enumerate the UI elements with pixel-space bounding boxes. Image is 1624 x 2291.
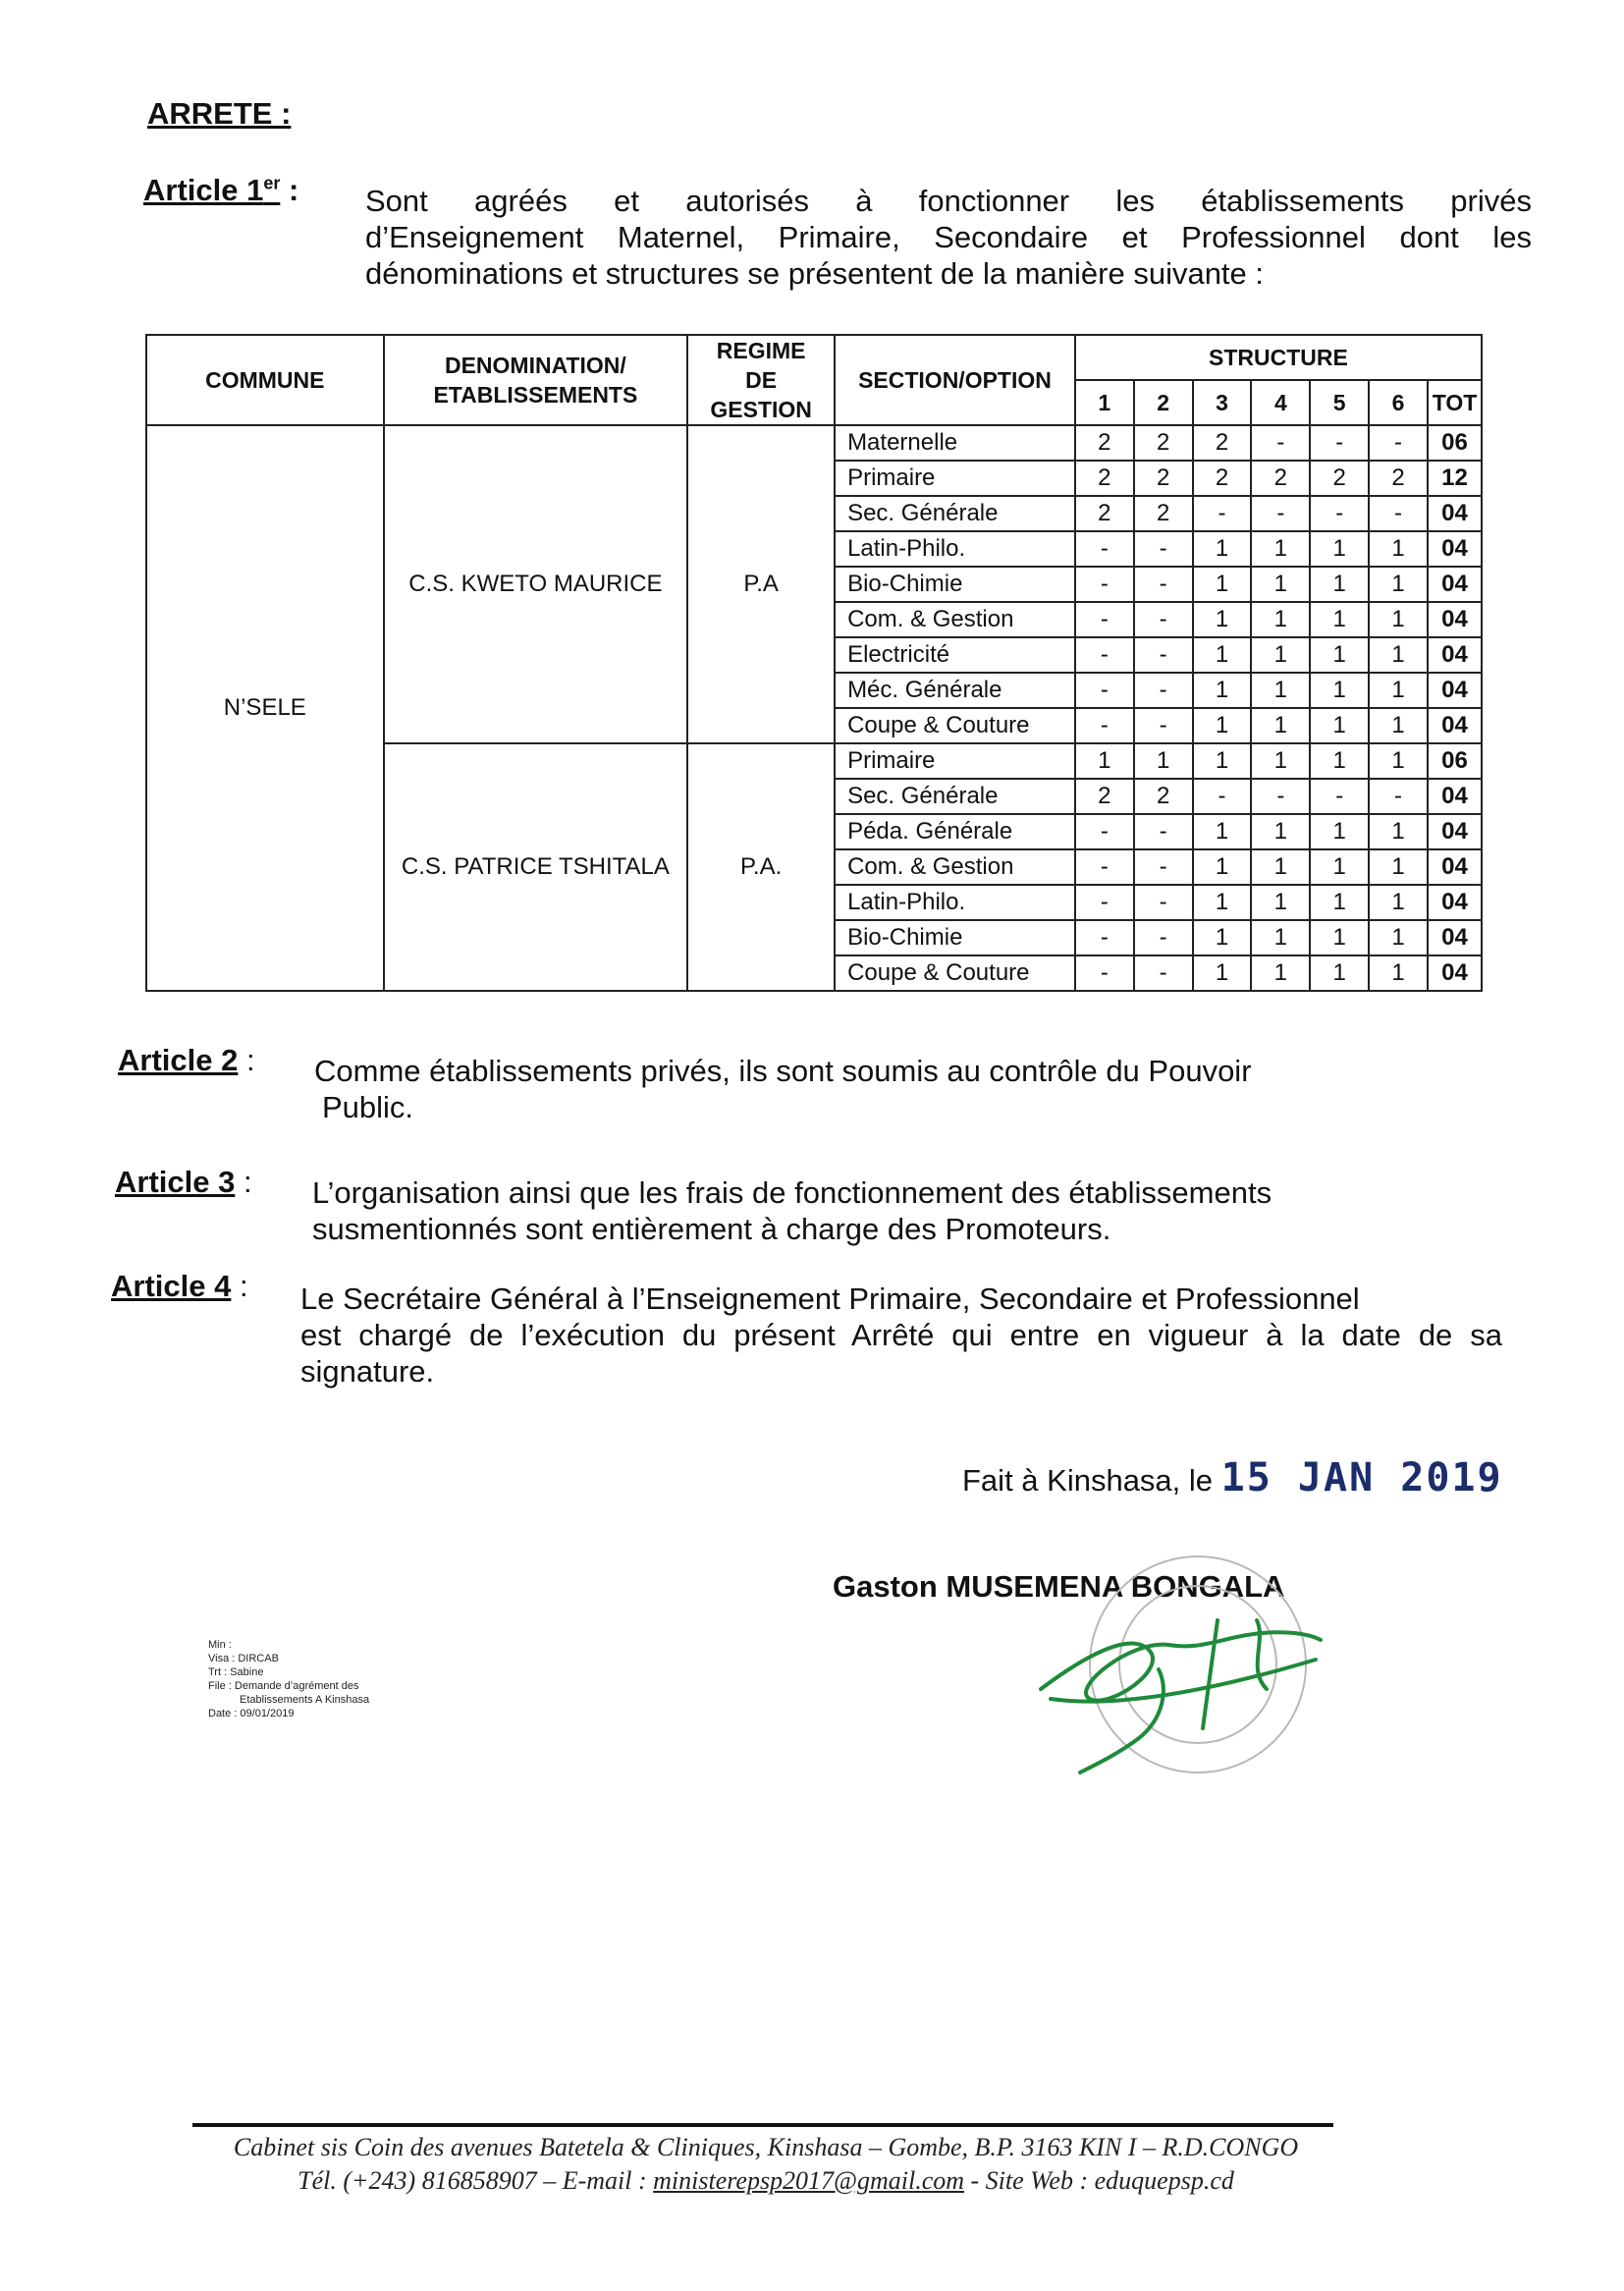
structure-cell: 1: [1193, 673, 1252, 708]
structure-cell: 1: [1193, 567, 1252, 602]
meta-block: [208, 1638, 369, 1720]
structure-cell: 1: [1369, 602, 1428, 637]
signatory-name: Gaston MUSEMENA BONGALA: [833, 1569, 1285, 1604]
structure-cell: 1: [1193, 743, 1252, 779]
structure-cell: 2: [1134, 425, 1193, 461]
article-2-text: [314, 1053, 1335, 1125]
school-name-cell: C.S. KWETO MAURICE: [384, 425, 688, 743]
header-col-5: 5: [1310, 380, 1369, 425]
structure-cell: -: [1134, 814, 1193, 849]
structure-cell: -: [1369, 496, 1428, 531]
structure-cell: 1: [1369, 567, 1428, 602]
structure-cell: 1: [1369, 885, 1428, 920]
article-2-line: Comme établissements privés, ils sont soumis au contrôle du Pouvoir: [314, 1054, 1252, 1088]
structure-cell: -: [1193, 779, 1252, 814]
footer-tel: Tél. (+243) 816858907 – E-mail :: [298, 2166, 647, 2195]
article-1-text: [365, 183, 1532, 292]
structure-cell: 1: [1310, 955, 1369, 991]
structure-cell: -: [1369, 779, 1428, 814]
structure-cell: -: [1075, 708, 1134, 743]
table-row: [146, 425, 1482, 461]
structure-cell: -: [1134, 673, 1193, 708]
article-2-label: Article 2: [118, 1043, 239, 1077]
structure-cell: -: [1134, 602, 1193, 637]
regime-cell: P.A.: [687, 743, 835, 991]
article-4-label-group: [111, 1269, 248, 1304]
structure-cell: -: [1134, 920, 1193, 955]
article-1-label-group: [143, 173, 298, 208]
option-cell: Latin-Philo.: [835, 885, 1075, 920]
option-cell: Com. & Gestion: [835, 602, 1075, 637]
structure-cell: -: [1251, 425, 1310, 461]
structure-cell: -: [1134, 708, 1193, 743]
header-col-1: 1: [1075, 380, 1134, 425]
total-cell: 04: [1428, 567, 1482, 602]
structure-cell: -: [1251, 779, 1310, 814]
structure-cell: 1: [1193, 920, 1252, 955]
article-1-colon: :: [288, 173, 299, 207]
structure-cell: -: [1075, 885, 1134, 920]
article-2-label-group: [118, 1043, 255, 1078]
structure-cell: 1: [1369, 955, 1428, 991]
option-cell: Coupe & Couture: [835, 708, 1075, 743]
article-4-line: signature.: [300, 1354, 435, 1389]
total-cell: 04: [1428, 531, 1482, 567]
structure-cell: 2: [1134, 496, 1193, 531]
document-heading: ARRETE :: [147, 96, 292, 131]
structure-cell: 1: [1369, 849, 1428, 885]
structure-cell: -: [1075, 602, 1134, 637]
structure-cell: 1: [1369, 637, 1428, 673]
structure-cell: 1: [1251, 708, 1310, 743]
structure-cell: 1: [1369, 743, 1428, 779]
structure-cell: 1: [1251, 814, 1310, 849]
total-cell: 04: [1428, 496, 1482, 531]
total-cell: 04: [1428, 779, 1482, 814]
place-date-prefix: Fait à Kinshasa, le: [962, 1463, 1214, 1498]
structure-cell: 1: [1193, 708, 1252, 743]
structure-cell: 1: [1310, 849, 1369, 885]
structure-cell: -: [1075, 849, 1134, 885]
structure-cell: -: [1251, 496, 1310, 531]
date-stamp: 15 JAN 2019: [1220, 1455, 1503, 1500]
structure-cell: 1: [1310, 567, 1369, 602]
meta-visa: Visa : DIRCAB: [208, 1653, 279, 1664]
structure-cell: 1: [1251, 885, 1310, 920]
structure-cell: 2: [1193, 425, 1252, 461]
structure-cell: 1: [1310, 814, 1369, 849]
total-cell: 04: [1428, 673, 1482, 708]
article-2-colon: :: [245, 1043, 255, 1077]
article-4-line: Le Secrétaire Général à l’Enseignement Primaire, Secondaire et Professionnel: [300, 1282, 1360, 1316]
footer-email: ministerepsp2017@gmail.com: [653, 2166, 965, 2195]
total-cell: 12: [1428, 461, 1482, 496]
total-cell: 04: [1428, 849, 1482, 885]
regime-cell: P.A: [687, 425, 835, 743]
total-cell: 04: [1428, 955, 1482, 991]
structure-cell: 1: [1193, 531, 1252, 567]
header-commune: COMMUNE: [146, 335, 384, 425]
option-cell: Bio-Chimie: [835, 567, 1075, 602]
meta-file: File : Demande d’agrément des: [208, 1680, 359, 1692]
footer: [177, 2131, 1355, 2198]
structure-cell: -: [1310, 496, 1369, 531]
header-col-tot: TOT: [1428, 380, 1482, 425]
structure-cell: 1: [1251, 637, 1310, 673]
article-2-line: Public.: [322, 1090, 414, 1124]
structure-cell: 2: [1134, 461, 1193, 496]
meta-trt: Trt : Sabine: [208, 1666, 264, 1678]
article-4-line: est chargé de l’exécution du présent Arrêté qui entre en vigueur à la date de sa: [300, 1318, 1502, 1352]
structure-cell: 1: [1251, 602, 1310, 637]
structure-cell: 1: [1251, 673, 1310, 708]
place-date: [962, 1455, 1503, 1500]
structure-cell: -: [1134, 567, 1193, 602]
structure-cell: 1: [1369, 920, 1428, 955]
header-section: SECTION/OPTION: [835, 335, 1075, 425]
article-3-colon: :: [243, 1165, 252, 1199]
structure-cell: 2: [1075, 779, 1134, 814]
structure-cell: -: [1075, 673, 1134, 708]
header-col-4: 4: [1251, 380, 1310, 425]
structure-cell: -: [1134, 849, 1193, 885]
structure-cell: 1: [1193, 955, 1252, 991]
structure-cell: 1: [1369, 531, 1428, 567]
structure-cell: -: [1134, 531, 1193, 567]
structure-cell: 1: [1310, 673, 1369, 708]
article-3-label-group: [115, 1165, 252, 1200]
structure-cell: 2: [1134, 779, 1193, 814]
structure-cell: 2: [1075, 425, 1134, 461]
total-cell: 06: [1428, 743, 1482, 779]
structure-cell: 1: [1310, 708, 1369, 743]
total-cell: 04: [1428, 708, 1482, 743]
structure-cell: -: [1193, 496, 1252, 531]
structure-cell: 2: [1193, 461, 1252, 496]
structure-cell: 1: [1193, 814, 1252, 849]
total-cell: 04: [1428, 885, 1482, 920]
structure-cell: -: [1369, 425, 1428, 461]
total-cell: 04: [1428, 637, 1482, 673]
article-3-label: Article 3: [115, 1165, 236, 1199]
structure-cell: 1: [1075, 743, 1134, 779]
structure-cell: -: [1075, 567, 1134, 602]
total-cell: 04: [1428, 814, 1482, 849]
option-cell: Bio-Chimie: [835, 920, 1075, 955]
structure-table: [145, 334, 1483, 992]
total-cell: 04: [1428, 920, 1482, 955]
structure-cell: -: [1075, 955, 1134, 991]
structure-cell: 1: [1251, 743, 1310, 779]
article-1-line: Sont agréés et autorisés à fonctionner les établissements privés: [365, 184, 1532, 218]
structure-cell: -: [1134, 955, 1193, 991]
option-cell: Electricité: [835, 637, 1075, 673]
structure-cell: 1: [1251, 955, 1310, 991]
structure-cell: -: [1075, 531, 1134, 567]
article-1-line: d’Enseignement Maternel, Primaire, Secondaire et Professionnel dont les: [365, 220, 1532, 254]
structure-cell: 1: [1193, 602, 1252, 637]
article-1-label: Article 1er: [143, 173, 281, 207]
article-1-line: dénominations et structures se présentent de la manière suivante :: [365, 256, 1265, 291]
structure-cell: 1: [1310, 602, 1369, 637]
footer-address: Cabinet sis Coin des avenues Batetela & Cliniques, Kinshasa – Gombe, B.P. 3163 KIN I – R.D.CONGO: [233, 2133, 1299, 2161]
article-4-label: Article 4: [111, 1269, 232, 1303]
article-4-text: [300, 1281, 1502, 1390]
option-cell: Primaire: [835, 743, 1075, 779]
structure-cell: 1: [1369, 814, 1428, 849]
structure-cell: 2: [1075, 496, 1134, 531]
structure-cell: -: [1075, 814, 1134, 849]
table-body: [146, 425, 1482, 991]
footer-contact: [177, 2164, 1355, 2198]
article-3-line: susmentionnés sont entièrement à charge des Promoteurs.: [312, 1212, 1111, 1246]
option-cell: Primaire: [835, 461, 1075, 496]
structure-cell: 2: [1251, 461, 1310, 496]
structure-cell: 1: [1310, 920, 1369, 955]
structure-cell: -: [1134, 637, 1193, 673]
structure-cell: 1: [1193, 849, 1252, 885]
option-cell: Com. & Gestion: [835, 849, 1075, 885]
header-regime: REGIME DE GESTION: [687, 335, 835, 425]
option-cell: Méc. Générale: [835, 673, 1075, 708]
structure-cell: 1: [1369, 708, 1428, 743]
structure-cell: -: [1134, 885, 1193, 920]
structure-cell: 1: [1310, 885, 1369, 920]
structure-cell: 1: [1369, 673, 1428, 708]
structure-cell: 1: [1310, 531, 1369, 567]
commune-cell: N’SELE: [146, 425, 384, 991]
header-col-3: 3: [1193, 380, 1252, 425]
structure-cell: -: [1310, 425, 1369, 461]
school-name-cell: C.S. PATRICE TSHITALA: [384, 743, 688, 991]
structure-cell: 1: [1310, 743, 1369, 779]
structure-cell: 1: [1251, 920, 1310, 955]
structure-cell: 2: [1310, 461, 1369, 496]
option-cell: Sec. Générale: [835, 496, 1075, 531]
structure-cell: 1: [1310, 637, 1369, 673]
option-cell: Latin-Philo.: [835, 531, 1075, 567]
signature: [1041, 1620, 1321, 1773]
structure-cell: 1: [1251, 531, 1310, 567]
header-col-2: 2: [1134, 380, 1193, 425]
meta-date: Date : 09/01/2019: [208, 1708, 295, 1719]
article-4-colon: :: [239, 1269, 248, 1303]
footer-site: - Site Web : eduquepsp.cd: [970, 2166, 1234, 2195]
header-structure: STRUCTURE: [1075, 335, 1482, 380]
total-cell: 06: [1428, 425, 1482, 461]
option-cell: Coupe & Couture: [835, 955, 1075, 991]
header-col-6: 6: [1369, 380, 1428, 425]
official-seal-and-signature: [1021, 1542, 1345, 1787]
option-cell: Maternelle: [835, 425, 1075, 461]
structure-cell: 1: [1251, 849, 1310, 885]
structure-cell: 1: [1134, 743, 1193, 779]
structure-cell: 1: [1193, 637, 1252, 673]
structure-cell: -: [1075, 920, 1134, 955]
meta-file-2: Etablissements A Kinshasa: [240, 1694, 370, 1706]
meta-min: Min :: [208, 1639, 232, 1651]
structure-cell: 2: [1369, 461, 1428, 496]
official-seal: [1090, 1556, 1306, 1773]
structure-cell: 1: [1193, 885, 1252, 920]
structure-cell: -: [1075, 637, 1134, 673]
article-3-text: [312, 1174, 1392, 1247]
article-3-line: L’organisation ainsi que les frais de fonctionnement des établissements: [312, 1175, 1272, 1210]
structure-cell: 2: [1075, 461, 1134, 496]
option-cell: Sec. Générale: [835, 779, 1075, 814]
total-cell: 04: [1428, 602, 1482, 637]
option-cell: Péda. Générale: [835, 814, 1075, 849]
structure-cell: -: [1310, 779, 1369, 814]
footer-rule: [192, 2123, 1333, 2127]
header-denomination: DENOMINATION/ ETABLISSEMENTS: [384, 335, 688, 425]
structure-cell: 1: [1251, 567, 1310, 602]
